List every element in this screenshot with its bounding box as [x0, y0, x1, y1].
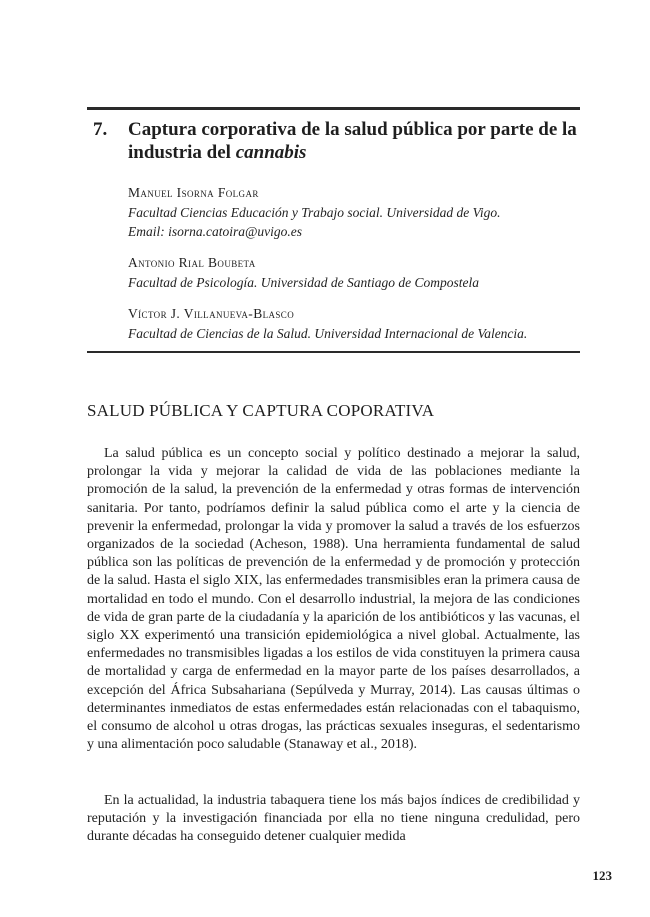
top-rule — [87, 107, 580, 110]
author-3 — [128, 304, 527, 343]
author-affiliation: Facultad Ciencias Educación y Trabajo social. Universidad de Vigo. — [128, 205, 501, 220]
author-name: Víctor J. Villanueva-Blasco — [128, 306, 295, 321]
author-2 — [128, 253, 479, 292]
page-number: 123 — [592, 868, 612, 883]
author-name: Antonio Rial Boubeta — [128, 255, 256, 270]
chapter-title-main: Captura corporativa de la salud pública por parte de la industria del — [128, 119, 577, 163]
author-affiliation: Facultad de Ciencias de la Salud. Universidad Internacional de Valencia. — [128, 326, 528, 341]
chapter-number: 7. — [93, 119, 108, 140]
author-affiliation: Facultad de Psicología. Universidad de Santiago de Compostela — [128, 275, 479, 290]
section-heading: SALUD PÚBLICA Y CAPTURA COPORATIVA — [87, 401, 435, 420]
body-paragraph-2 — [87, 792, 580, 847]
paragraph-text: La salud pública es un concepto social y político destinado a mejorar la salud, prolongar la vida y mejorar la calidad de vida de las poblaciones mediante la promoción de la salud, la prevención de la enfermedad y otras formas de intervención sanitaria. Por tanto, podríamos definir la salud pública como el arte y la ciencia de prevenir la enfermedad, prolongar la vida y promover la salud a través de los esfuerzos organizados de la sociedad (Acheson, 1988). Una herramienta fundamental de salud pública son las políticas de prevención de la enfermedad y de promoción y protección de la salud. Hasta el siglo XIX, las enfermedades transmisibles eran la primera causa de mortalidad en todo el mundo. Con el desarrollo industrial, la mejora de las condiciones de vida de gran parte de la ciudadanía y la aparición de los antibióticos y las vacunas, el siglo XX experimentó una transición epidemiológica a nivel global. Actualmente, las enfermedades no transmisibles ligadas a los estilos de vida constituyen la primera causa de mortalidad y carga de enfermedad en la mayor parte de los países desarrollados, a excepción del África Subsahariana (Sepúlveda y Murray, 2014). Las causas últimas o determinantes inmediatos de estas enfermedades están relacionadas con el tabaquismo, el consumo de alcohol u otras drogas, las prácticas sexuales inseguras, el sedentarismo y una alimentación poco saludable (Stanaway et al., 2018). — [87, 446, 580, 753]
body-paragraph-1 — [87, 445, 580, 754]
author-email: Email: isorna.catoira@uvigo.es — [128, 224, 303, 239]
chapter-title-italic: cannabis — [235, 142, 307, 163]
author-name: Manuel Isorna Folgar — [128, 185, 259, 200]
chapter-title — [128, 118, 583, 164]
paragraph-text: En la actualidad, la industria tabaquera tiene los más bajos índices de credibilidad y reputación y la investigación financiada por ella no tiene ninguna credulidad, pero durante décadas ha conseguido detener cualquier medida — [87, 793, 580, 845]
bottom-rule — [87, 351, 580, 353]
author-1 — [128, 183, 500, 241]
